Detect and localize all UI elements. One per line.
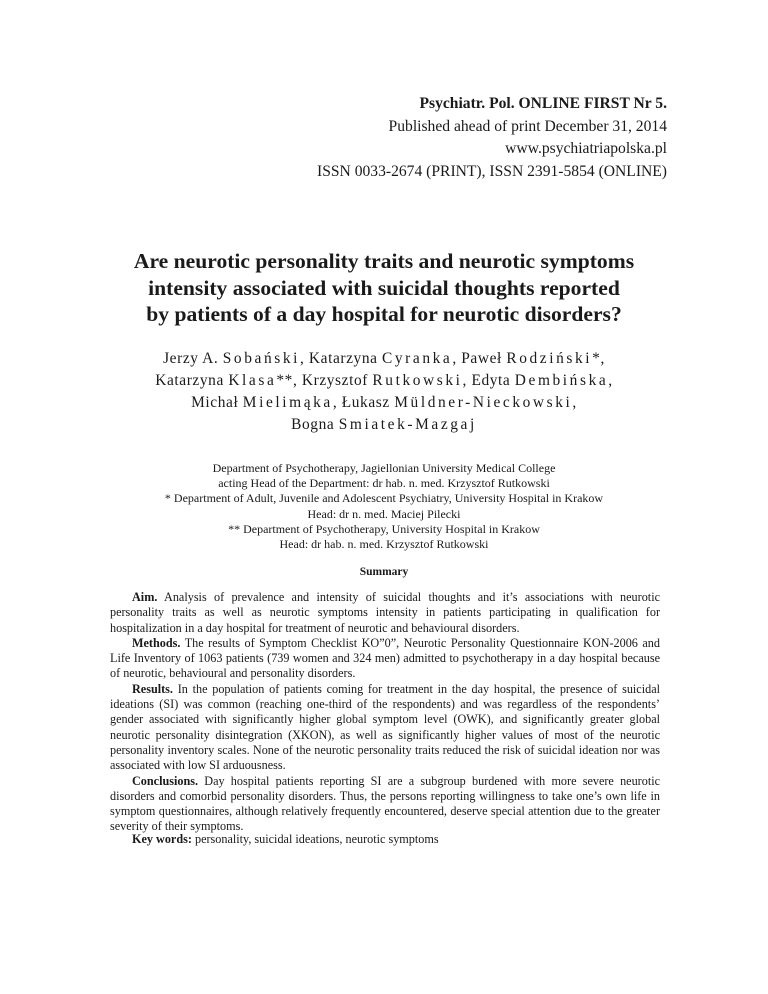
affiliations xyxy=(60,461,708,552)
author-separator: , xyxy=(332,394,342,411)
author-first-name: Michał xyxy=(191,394,243,411)
author-first-name: Paweł xyxy=(461,350,507,367)
author-last-name: Smiatek-Mazgaj xyxy=(338,416,477,433)
author-separator: *, xyxy=(592,350,605,367)
abstract-results xyxy=(110,682,660,774)
author-line xyxy=(80,414,688,436)
section-label: Conclusions. xyxy=(132,773,199,788)
author-first-name: Krzysztof xyxy=(301,372,373,389)
author-last-name: Cyranka xyxy=(382,350,453,367)
affiliation-line: Head: dr n. med. Maciej Pilecki xyxy=(307,506,461,521)
author-first-name: Łukasz xyxy=(341,394,395,411)
author-last-name: Rodziński xyxy=(506,350,593,367)
affiliation-line: acting Head of the Department: dr hab. n. med. Krzysztof Rutkowski xyxy=(218,476,550,491)
abstract xyxy=(110,590,660,835)
author-separator: , xyxy=(608,372,613,389)
author-separator: , xyxy=(462,372,472,389)
author-first-name: Katarzyna xyxy=(308,350,383,367)
affiliation-line: ** Department of Psychotherapy, University Hospital in Krakow xyxy=(228,521,540,536)
title-line: Are neurotic personality traits and neurotic symptoms xyxy=(133,249,635,273)
publication-date: Published ahead of print December 31, 2014 xyxy=(388,117,667,135)
author-last-name: Müldner-Nieckowski xyxy=(394,394,573,411)
abstract-conclusions xyxy=(110,774,660,835)
keywords-label: Key words: xyxy=(132,832,192,846)
affiliation-line: * Department of Adult, Juvenile and Adolescent Psychiatry, University Hospital in Krakow xyxy=(164,491,604,506)
abstract-methods xyxy=(110,636,660,682)
author-last-name: Mielimąka xyxy=(242,394,333,411)
affiliation-line: Head: dr hab. n. med. Krzysztof Rutkowski xyxy=(279,537,489,552)
section-label: Aim. xyxy=(132,590,158,604)
author-first-name: Jerzy A. xyxy=(163,350,223,367)
author-first-name: Edyta xyxy=(471,372,515,389)
section-text: In the population of patients coming for treatment in the day hospital, the presence of suicidal ideations (SI) was common (reaching one-third of the respondents) and was regardless of the respondents’ gender associated with significantly higher global symptom level (OWK), and significantly greater global neurotic personality disintegration (XKON), as well as significantly higher values of most of the neurotic personality inventory scales. None of the neurotic personality traits reduced the risk of suicidal ideation nor was associated with low SI arduousness. xyxy=(110,681,660,773)
author-separator: **, xyxy=(276,372,302,389)
author-separator: , xyxy=(300,350,309,367)
journal-issn: ISSN 0033-2674 (PRINT), ISSN 2391-5854 (ONLINE) xyxy=(317,162,667,180)
section-label: Results. xyxy=(132,681,173,696)
author-line xyxy=(80,348,688,370)
author-last-name: Sobański xyxy=(222,350,301,367)
article-title xyxy=(70,248,698,328)
title-line: intensity associated with suicidal thoughts reported xyxy=(148,275,620,300)
journal-website: www.psychiatriapolska.pl xyxy=(505,140,667,157)
author-last-name: Dembińska xyxy=(514,372,609,389)
section-text: Day hospital patients reporting SI are a subgroup burdened with more severe neurotic disorders and comorbid personality disorders. Thus, the persons reporting willingness to take one’s own life in symptom questionnaires, although relatively frequently encountered, deserve special attention due to the greater severity of their symptoms. xyxy=(110,773,660,834)
section-text: The results of Symptom Checklist KO”0”, Neurotic Personality Questionnaire KON-2006 and Life Inventory of 1063 patients (739 women and 324 men) admitted to psychotherapy in a day hospital because of neurotic, behavioural and personality disorders. xyxy=(110,635,660,681)
keywords xyxy=(132,832,439,847)
author-line xyxy=(80,392,688,414)
abstract-aim xyxy=(110,590,660,636)
author-first-name: Bogna xyxy=(291,416,339,433)
author-separator: , xyxy=(572,394,577,411)
section-text: Analysis of prevalence and intensity of suicidal thoughts and it’s associations with neurotic personality traits as well as neurotic symptoms intensity in patients participating in qualification for hospitalization in a day hospital for treatment of neurotic and behavioural disorders. xyxy=(110,590,660,635)
journal-header xyxy=(317,93,667,183)
author-list xyxy=(80,348,688,436)
keywords-text: personality, suicidal ideations, neurotic symptoms xyxy=(191,832,439,846)
author-last-name: Klasa xyxy=(228,372,277,389)
author-last-name: Rutkowski xyxy=(372,372,463,389)
author-separator: , xyxy=(452,350,462,367)
author-first-name: Katarzyna xyxy=(155,372,229,389)
summary-heading: Summary xyxy=(359,566,409,578)
section-label: Methods. xyxy=(132,635,181,650)
journal-citation: Psychiatr. Pol. ONLINE FIRST Nr 5. xyxy=(419,95,667,112)
title-line: by patients of a day hospital for neurotic disorders? xyxy=(146,302,622,326)
author-line xyxy=(80,370,688,392)
affiliation-line: Department of Psychotherapy, Jagiellonian University Medical College xyxy=(212,461,556,475)
